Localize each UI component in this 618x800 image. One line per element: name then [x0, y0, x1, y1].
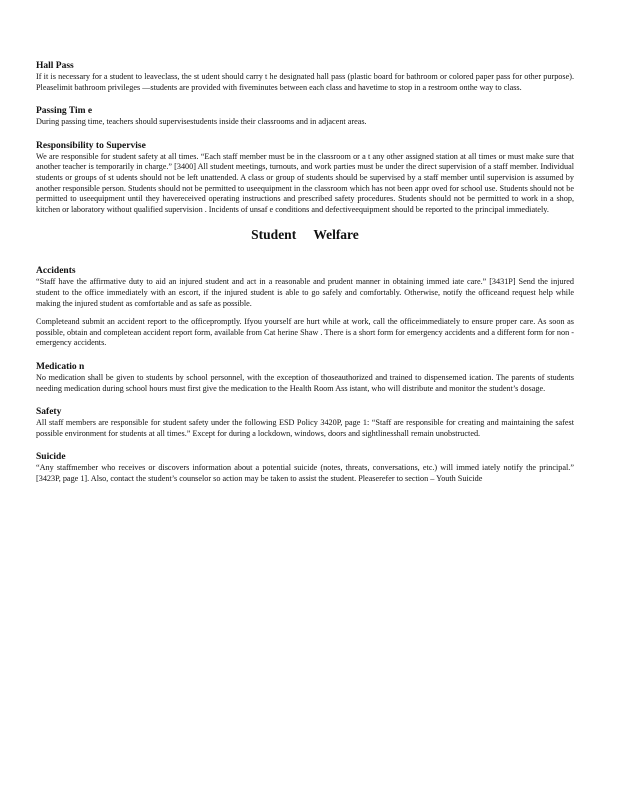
section-accidents — [36, 265, 574, 349]
section-heading: Hall Pass — [36, 61, 74, 71]
section-paragraph: Completeand submit an accident report to the officepromptly. Ifyou yourself are hurt while at work, call the officeimmediately to ensure proper care. As soon as possible, obtain and completean accident report form, available from Cat herine Shaw . There is a short form for emergency accidents and a different form for non - emergency accidents. — [36, 317, 574, 348]
section-safety — [36, 406, 574, 439]
section-paragraph: “Staff have the affirmative duty to aid an injured student and act in a reasonable and prudent manner in obtaining immed iate care.” [3431P] Send the injured student to the office immediately with an escort, if the injured student is able to go safely and comfortably. Otherwise, notify the officeand request help while making the injured student as comfortable and as safe as possible. — [36, 277, 574, 308]
section-paragraph: “Any staffmember who receives or discovers information about a potential suicide (notes, threats, conversations, etc.) will immed iately notify the principal.” [3423P, page 1]. Also, contact the student’s counselor so action may be taken to assist the student. Pleaserefer to section – Youth Suicide — [36, 463, 574, 483]
section-hall-pass — [36, 60, 574, 93]
section-passing-time — [36, 105, 574, 128]
section-paragraph: During passing time, teachers should supervisestudents inside their classrooms and in adjacent areas. — [36, 117, 367, 127]
section-heading: Suicide — [36, 452, 66, 463]
section-suicide — [36, 451, 574, 484]
section-heading: Responsibility to Supervise — [36, 140, 146, 151]
section-heading: Accidents — [36, 266, 76, 277]
document-page — [36, 60, 574, 496]
page-title: Student Welfare — [251, 227, 359, 243]
section-heading: Passing Tim e — [36, 106, 93, 117]
section-heading: Medicatio n — [36, 361, 85, 372]
section-heading: Safety — [36, 407, 62, 418]
section-medication — [36, 361, 574, 394]
section-paragraph: We are responsible for student safety at all times. “Each staff member must be in the classroom or a t any other assigned station at all times or must make sure that another teacher is temporarily in charge.” [3400] All student meetings, turnouts, and work parties must be under the direct supervision of a staff member. Individual students or groups of st udents should not be left unattended. A class or group of students should be supervised by a staff member until supervision is assumed by another responsible person. Students should not be permitted to useequipment in the classroom which has not been appr oved for school use. Students should not be permitted to useequipment until they havereceived operating instructions and prescribed safety procedures. Students should not be permitted to work in a shop, kitchen or laboratory without qualified supervision . Incidents of unsaf e conditions and defectiveequipment should be reported to the principal immediately. — [36, 151, 574, 214]
section-paragraph: All staff members are responsible for student safety under the following ESD Policy 3420P, page 1: “Staff are responsible for creating and maintaining the safest possible environment for students at all times.” Except for during a lockdown, windows, doors and sightlinesshall remain unobstructed. — [36, 418, 574, 438]
section-paragraph: No medication shall be given to students by school personnel, with the exception of thoseauthorized and trained to dispensemed ication. The parents of students needing medication during school hours must first give the medication to the Health Room Ass istant, who will distribute and monitor the student’s dosage. — [36, 372, 574, 393]
section-paragraph: If it is necessary for a student to leaveclass, the st udent should carry t he designated hall pass (plastic board for bathroom or colored paper pass for other purpose). Pleaselimit bathroom privileges —students are provided with fiveminutes between each class and havetime to stop in a restroom onthe way to class. — [36, 72, 574, 92]
section-responsibility — [36, 140, 574, 216]
